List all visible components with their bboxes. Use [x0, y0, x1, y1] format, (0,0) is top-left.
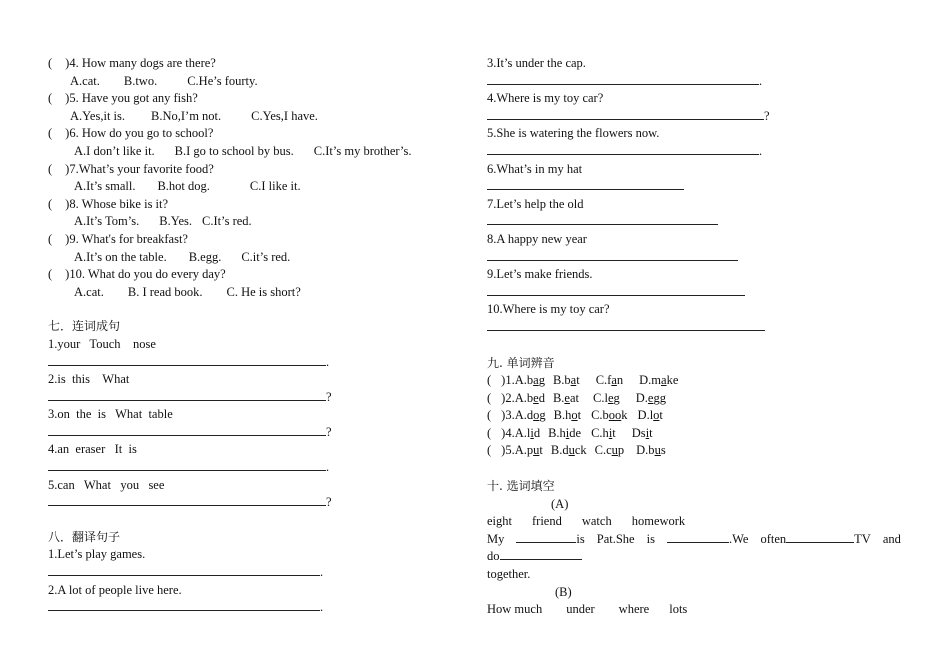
phonics-option[interactable]	[553, 373, 580, 387]
underlined-letters: e	[607, 390, 614, 405]
scrambled-words: 2.is this What	[48, 372, 130, 387]
answer-line	[48, 564, 468, 582]
option-prefix: D.	[635, 390, 648, 405]
answer-paren-open: (	[48, 231, 53, 246]
answer-line	[48, 424, 468, 442]
underlined-letters: o	[571, 408, 578, 423]
answer-paren-open: (	[487, 425, 492, 440]
word-bank-word[interactable]: homework	[631, 514, 686, 529]
answer-paren-open: (	[487, 408, 492, 423]
question-text: 9. What's for breakfast?	[69, 231, 188, 246]
options-line	[48, 284, 468, 302]
phonics-option[interactable]	[596, 373, 623, 387]
option[interactable]: A.cat.	[70, 73, 100, 88]
scrambled-words: 5.can What you see	[48, 477, 165, 492]
underlined-letters: i	[530, 425, 534, 440]
blank-group	[760, 531, 870, 549]
phonics-option[interactable]	[595, 443, 625, 457]
phonics-row	[487, 372, 907, 390]
answer-paren-open: (	[48, 267, 53, 282]
question-line	[48, 161, 468, 179]
option[interactable]: A.It’s small.	[74, 179, 136, 194]
option-prefix: A.d	[514, 408, 534, 423]
question-line	[48, 231, 468, 249]
option-suffix: t	[659, 408, 663, 423]
underlined-letters: a	[661, 373, 667, 388]
underlined-letters: a	[611, 373, 617, 388]
underlined-letters: e	[647, 390, 654, 405]
fill-line-3: together.	[487, 567, 531, 582]
part-a-label: (A)	[551, 496, 569, 511]
question-line	[48, 125, 468, 143]
option[interactable]: C.Yes,I have.	[251, 108, 318, 123]
end-punctuation: ?	[326, 389, 332, 404]
answer-blank[interactable]	[487, 143, 759, 155]
fill-line-2	[487, 548, 907, 566]
sentence-word: .We	[728, 531, 749, 546]
option-prefix: D.l	[637, 408, 654, 423]
blank-group	[667, 531, 748, 549]
answer-paren-close: )	[65, 161, 70, 176]
answer-line	[487, 284, 907, 302]
answer-paren-close: )	[65, 196, 70, 211]
sentence-to-translate: 5.She is watering the flowers now.	[487, 126, 660, 141]
answer-paren-close: )	[65, 231, 70, 246]
answer-line	[48, 389, 468, 407]
option-suffix: t	[577, 408, 582, 423]
answer-line	[48, 459, 468, 477]
option-suffix: t	[576, 373, 580, 388]
answer-paren-close: )	[65, 91, 70, 106]
section-10-title: 十. 选词填空	[487, 479, 555, 494]
option-suffix: de	[569, 425, 582, 440]
option-prefix: C.f	[595, 373, 612, 388]
left-column	[48, 55, 468, 617]
sentence-to-translate: 9.Let’s make friends.	[487, 267, 593, 282]
option-prefix: B.h	[548, 425, 566, 440]
answer-line	[487, 73, 907, 91]
answer-paren-open: (	[48, 196, 53, 211]
phonics-option[interactable]	[515, 408, 546, 422]
question-line	[48, 266, 468, 284]
underlined-letters: i	[565, 425, 570, 440]
option-prefix: D.b	[636, 443, 655, 458]
question-text: 6. How do you go to school?	[69, 126, 214, 141]
translation-list-right	[487, 55, 907, 337]
sentence-to-translate: 8.A happy new year	[487, 231, 587, 246]
end-punctuation: .	[759, 143, 763, 158]
phonics-option[interactable]	[553, 391, 579, 405]
option-suffix: t	[649, 425, 653, 440]
end-punctuation: .	[326, 354, 330, 369]
answer-blank[interactable]	[487, 213, 718, 225]
underlined-letters: i	[645, 425, 650, 440]
underlined-letters: u	[533, 443, 540, 458]
option-prefix: C.h	[591, 425, 609, 440]
phonics-option[interactable]	[638, 408, 663, 422]
option-prefix: A.p	[514, 443, 534, 458]
option-prefix: B.	[552, 390, 565, 405]
answer-blank[interactable]	[500, 548, 582, 560]
answer-blank[interactable]	[786, 531, 854, 543]
word-bank-word[interactable]: where	[618, 602, 650, 617]
option-prefix: D.m	[639, 373, 662, 388]
sentence-to-translate: 3.It’s under the cap.	[487, 56, 586, 70]
word-bank-word[interactable]: lots	[669, 602, 688, 617]
sentence-to-translate: 1.Let’s play games.	[48, 547, 146, 562]
sentence-to-translate: 2.A lot of people live here.	[48, 582, 182, 597]
right-column	[487, 55, 907, 619]
option[interactable]: B.hot dog.	[157, 179, 210, 194]
options-line	[48, 73, 468, 91]
word-order-list	[48, 336, 468, 512]
underlined-letters: e	[564, 390, 570, 405]
phonics-option[interactable]	[591, 426, 616, 440]
row-number: )4.	[501, 425, 515, 440]
end-punctuation: .	[320, 600, 324, 615]
answer-line	[48, 599, 468, 617]
row-number: )1.	[501, 373, 515, 388]
option[interactable]: B.Yes.	[159, 214, 193, 229]
option[interactable]: B. I read book.	[127, 284, 203, 299]
options-line	[48, 249, 468, 267]
option-suffix: p	[617, 443, 625, 458]
answer-paren-open: (	[48, 126, 53, 141]
options-line	[48, 213, 468, 231]
option-prefix: B.d	[550, 443, 569, 458]
option-suffix: at	[569, 390, 579, 405]
option[interactable]: A.Yes,it is.	[70, 108, 125, 123]
word-bank-b	[487, 601, 907, 619]
fill-line-2-prefix: do	[487, 549, 500, 564]
option-prefix: C.l	[593, 390, 608, 405]
answer-blank[interactable]	[48, 389, 326, 401]
end-punctuation: .	[326, 460, 330, 475]
options-line	[48, 178, 468, 196]
option[interactable]: A.I don’t like it.	[74, 143, 155, 158]
option-suffix: ck	[574, 443, 587, 458]
fill-sentence	[487, 531, 901, 549]
phonics-option[interactable]	[548, 426, 581, 440]
word-bank-word[interactable]: friend	[532, 514, 562, 529]
question-text: 8. Whose bike is it?	[69, 196, 169, 211]
section-9-title: 九. 单词辨音	[487, 355, 555, 370]
answer-line	[487, 213, 907, 231]
word-bank-a	[487, 513, 907, 531]
question-line	[48, 196, 468, 214]
phonics-row	[487, 425, 907, 443]
option-prefix: A.b	[514, 373, 534, 388]
answer-blank[interactable]	[487, 319, 765, 331]
word-bank-word[interactable]: watch	[581, 514, 612, 529]
translation-list-left	[48, 546, 468, 616]
option-prefix: B.b	[552, 373, 571, 388]
phonics-option[interactable]	[554, 408, 581, 422]
phonics-option[interactable]	[636, 443, 666, 457]
phonics-option[interactable]	[515, 443, 543, 457]
word-bank-word[interactable]: eight	[487, 514, 512, 529]
option[interactable]: A.It’s on the table.	[74, 249, 167, 264]
phonics-option[interactable]	[639, 373, 678, 387]
answer-paren-open: (	[48, 91, 53, 106]
option-suffix: gg	[653, 390, 666, 405]
end-punctuation: ?	[326, 424, 332, 439]
scrambled-words: 1.your Touch nose	[48, 336, 156, 351]
section-8-title: 八．翻译句子	[48, 529, 121, 544]
phonics-option[interactable]	[636, 391, 666, 405]
row-number: )5.	[501, 443, 515, 458]
phonics-option[interactable]	[515, 373, 545, 387]
option-prefix: A.l	[514, 425, 531, 440]
sentence-word: Pat.She	[596, 531, 635, 546]
option[interactable]: C.it’s red.	[241, 249, 291, 264]
phonics-option[interactable]	[551, 443, 587, 457]
answer-line	[487, 108, 907, 126]
underlined-letters: e	[533, 390, 539, 405]
phonics-option[interactable]	[593, 391, 620, 405]
answer-paren-close: )	[65, 56, 70, 70]
option[interactable]: B.No,I’m not.	[151, 108, 222, 123]
answer-blank[interactable]	[48, 564, 320, 576]
sentence-word: often	[760, 531, 787, 546]
option[interactable]: A.It’s Tom’s.	[74, 214, 140, 229]
option[interactable]: C. He is short?	[226, 284, 301, 299]
answer-blank[interactable]	[487, 108, 764, 120]
answer-blank[interactable]	[667, 531, 729, 543]
row-number: )3.	[501, 408, 515, 423]
question-text: 7.What’s your favorite food?	[69, 161, 214, 176]
option[interactable]: B.two.	[123, 73, 158, 88]
option-prefix: A.b	[514, 390, 534, 405]
option-prefix: Ds	[631, 425, 646, 440]
scrambled-words: 3.on the is What table	[48, 407, 173, 422]
answer-line	[487, 178, 907, 196]
sentence-word: My	[487, 531, 505, 546]
phonics-row	[487, 390, 907, 408]
option-prefix: B.h	[553, 408, 572, 423]
option-suffix: s	[660, 443, 666, 458]
answer-blank[interactable]	[48, 494, 326, 506]
option[interactable]: A.cat.	[74, 284, 104, 299]
end-punctuation: ?	[326, 495, 332, 510]
answer-paren-close: )	[65, 267, 70, 282]
phonics-row	[487, 407, 907, 425]
underlined-letters: o	[653, 408, 660, 423]
answer-blank[interactable]	[516, 531, 576, 543]
answer-paren-open: (	[48, 161, 53, 176]
question-text: 5. Have you got any fish?	[69, 91, 198, 106]
option-suffix: t	[539, 443, 543, 458]
sentence-word: and	[882, 531, 901, 546]
answer-paren-open: (	[487, 443, 492, 458]
question-text: 4. How many dogs are there?	[69, 56, 216, 70]
blank-group	[516, 531, 584, 549]
underlined-letters: oo	[608, 408, 622, 423]
phonics-option[interactable]	[515, 391, 545, 405]
option[interactable]: C.It’s my brother’s.	[313, 143, 412, 158]
phonics-row	[487, 442, 907, 460]
answer-blank[interactable]	[48, 459, 326, 471]
answer-blank[interactable]	[487, 249, 738, 261]
option-suffix: t	[612, 425, 616, 440]
answer-line	[487, 143, 907, 161]
phonics-option[interactable]	[591, 408, 627, 422]
answer-line	[48, 354, 468, 372]
sentence-word: is	[646, 531, 655, 546]
answer-blank[interactable]	[48, 354, 326, 366]
question-text: 10. What do you do every day?	[69, 267, 226, 282]
option-suffix: d	[538, 390, 545, 405]
answer-paren-open: (	[487, 373, 492, 388]
answer-blank[interactable]	[48, 424, 326, 436]
underlined-letters: u	[654, 443, 661, 458]
option-prefix: C.c	[594, 443, 612, 458]
option[interactable]: C.I like it.	[249, 179, 301, 194]
underlined-letters: a	[570, 373, 577, 388]
answer-blank[interactable]	[487, 73, 759, 85]
sentence-to-translate: 10.Where is my toy car?	[487, 302, 610, 317]
answer-blank[interactable]	[48, 599, 320, 611]
answer-line	[48, 494, 468, 512]
answer-blank[interactable]	[487, 284, 745, 296]
sentence-word: is	[576, 531, 585, 546]
option[interactable]: C.It’s red.	[202, 214, 252, 229]
word-bank-word[interactable]: How much	[487, 602, 543, 617]
options-line	[48, 143, 468, 161]
answer-paren-open: (	[48, 56, 53, 70]
option[interactable]: C.He’s fourty.	[187, 73, 258, 88]
option-suffix: d	[533, 425, 541, 440]
end-punctuation: .	[320, 565, 324, 580]
question-line	[48, 90, 468, 108]
sentence-to-translate: 6.What’s in my hat	[487, 161, 583, 176]
option-suffix: g	[613, 390, 620, 405]
underlined-letters: i	[608, 425, 613, 440]
question-line	[48, 55, 468, 73]
scrambled-words: 4.an eraser It is	[48, 442, 137, 457]
option-prefix: C.b	[591, 408, 609, 423]
underlined-letters: u	[611, 443, 618, 458]
options-line	[48, 108, 468, 126]
end-punctuation: ?	[764, 108, 770, 123]
answer-paren-open: (	[487, 390, 492, 405]
end-punctuation: .	[759, 73, 763, 88]
phonics-option[interactable]	[515, 426, 540, 440]
underlined-letters: a	[533, 373, 539, 388]
answer-paren-close: )	[65, 126, 70, 141]
sentence-to-translate: 4.Where is my toy car?	[487, 91, 604, 106]
phonics-option[interactable]	[632, 426, 653, 440]
option[interactable]: B.I go to school by bus.	[174, 143, 294, 158]
row-number: )2.	[501, 390, 515, 405]
phonics-list	[487, 372, 907, 460]
answer-line	[487, 249, 907, 267]
sentence-word: TV	[854, 531, 871, 546]
option[interactable]: B.egg.	[188, 249, 222, 264]
part-b-label: (B)	[555, 584, 572, 599]
answer-blank[interactable]	[487, 178, 684, 190]
word-bank-word[interactable]: under	[566, 602, 595, 617]
option-suffix: g	[539, 408, 546, 423]
section-7-title: 七．连词成句	[48, 319, 121, 334]
option-suffix: n	[616, 373, 624, 388]
option-suffix: g	[538, 373, 545, 388]
multiple-choice-list	[48, 55, 468, 301]
answer-line	[487, 319, 907, 337]
sentence-to-translate: 7.Let’s help the old	[487, 196, 584, 211]
option-suffix: ke	[666, 373, 679, 388]
underlined-letters: u	[568, 443, 575, 458]
underlined-letters: o	[533, 408, 540, 423]
option-suffix: k	[621, 408, 628, 423]
